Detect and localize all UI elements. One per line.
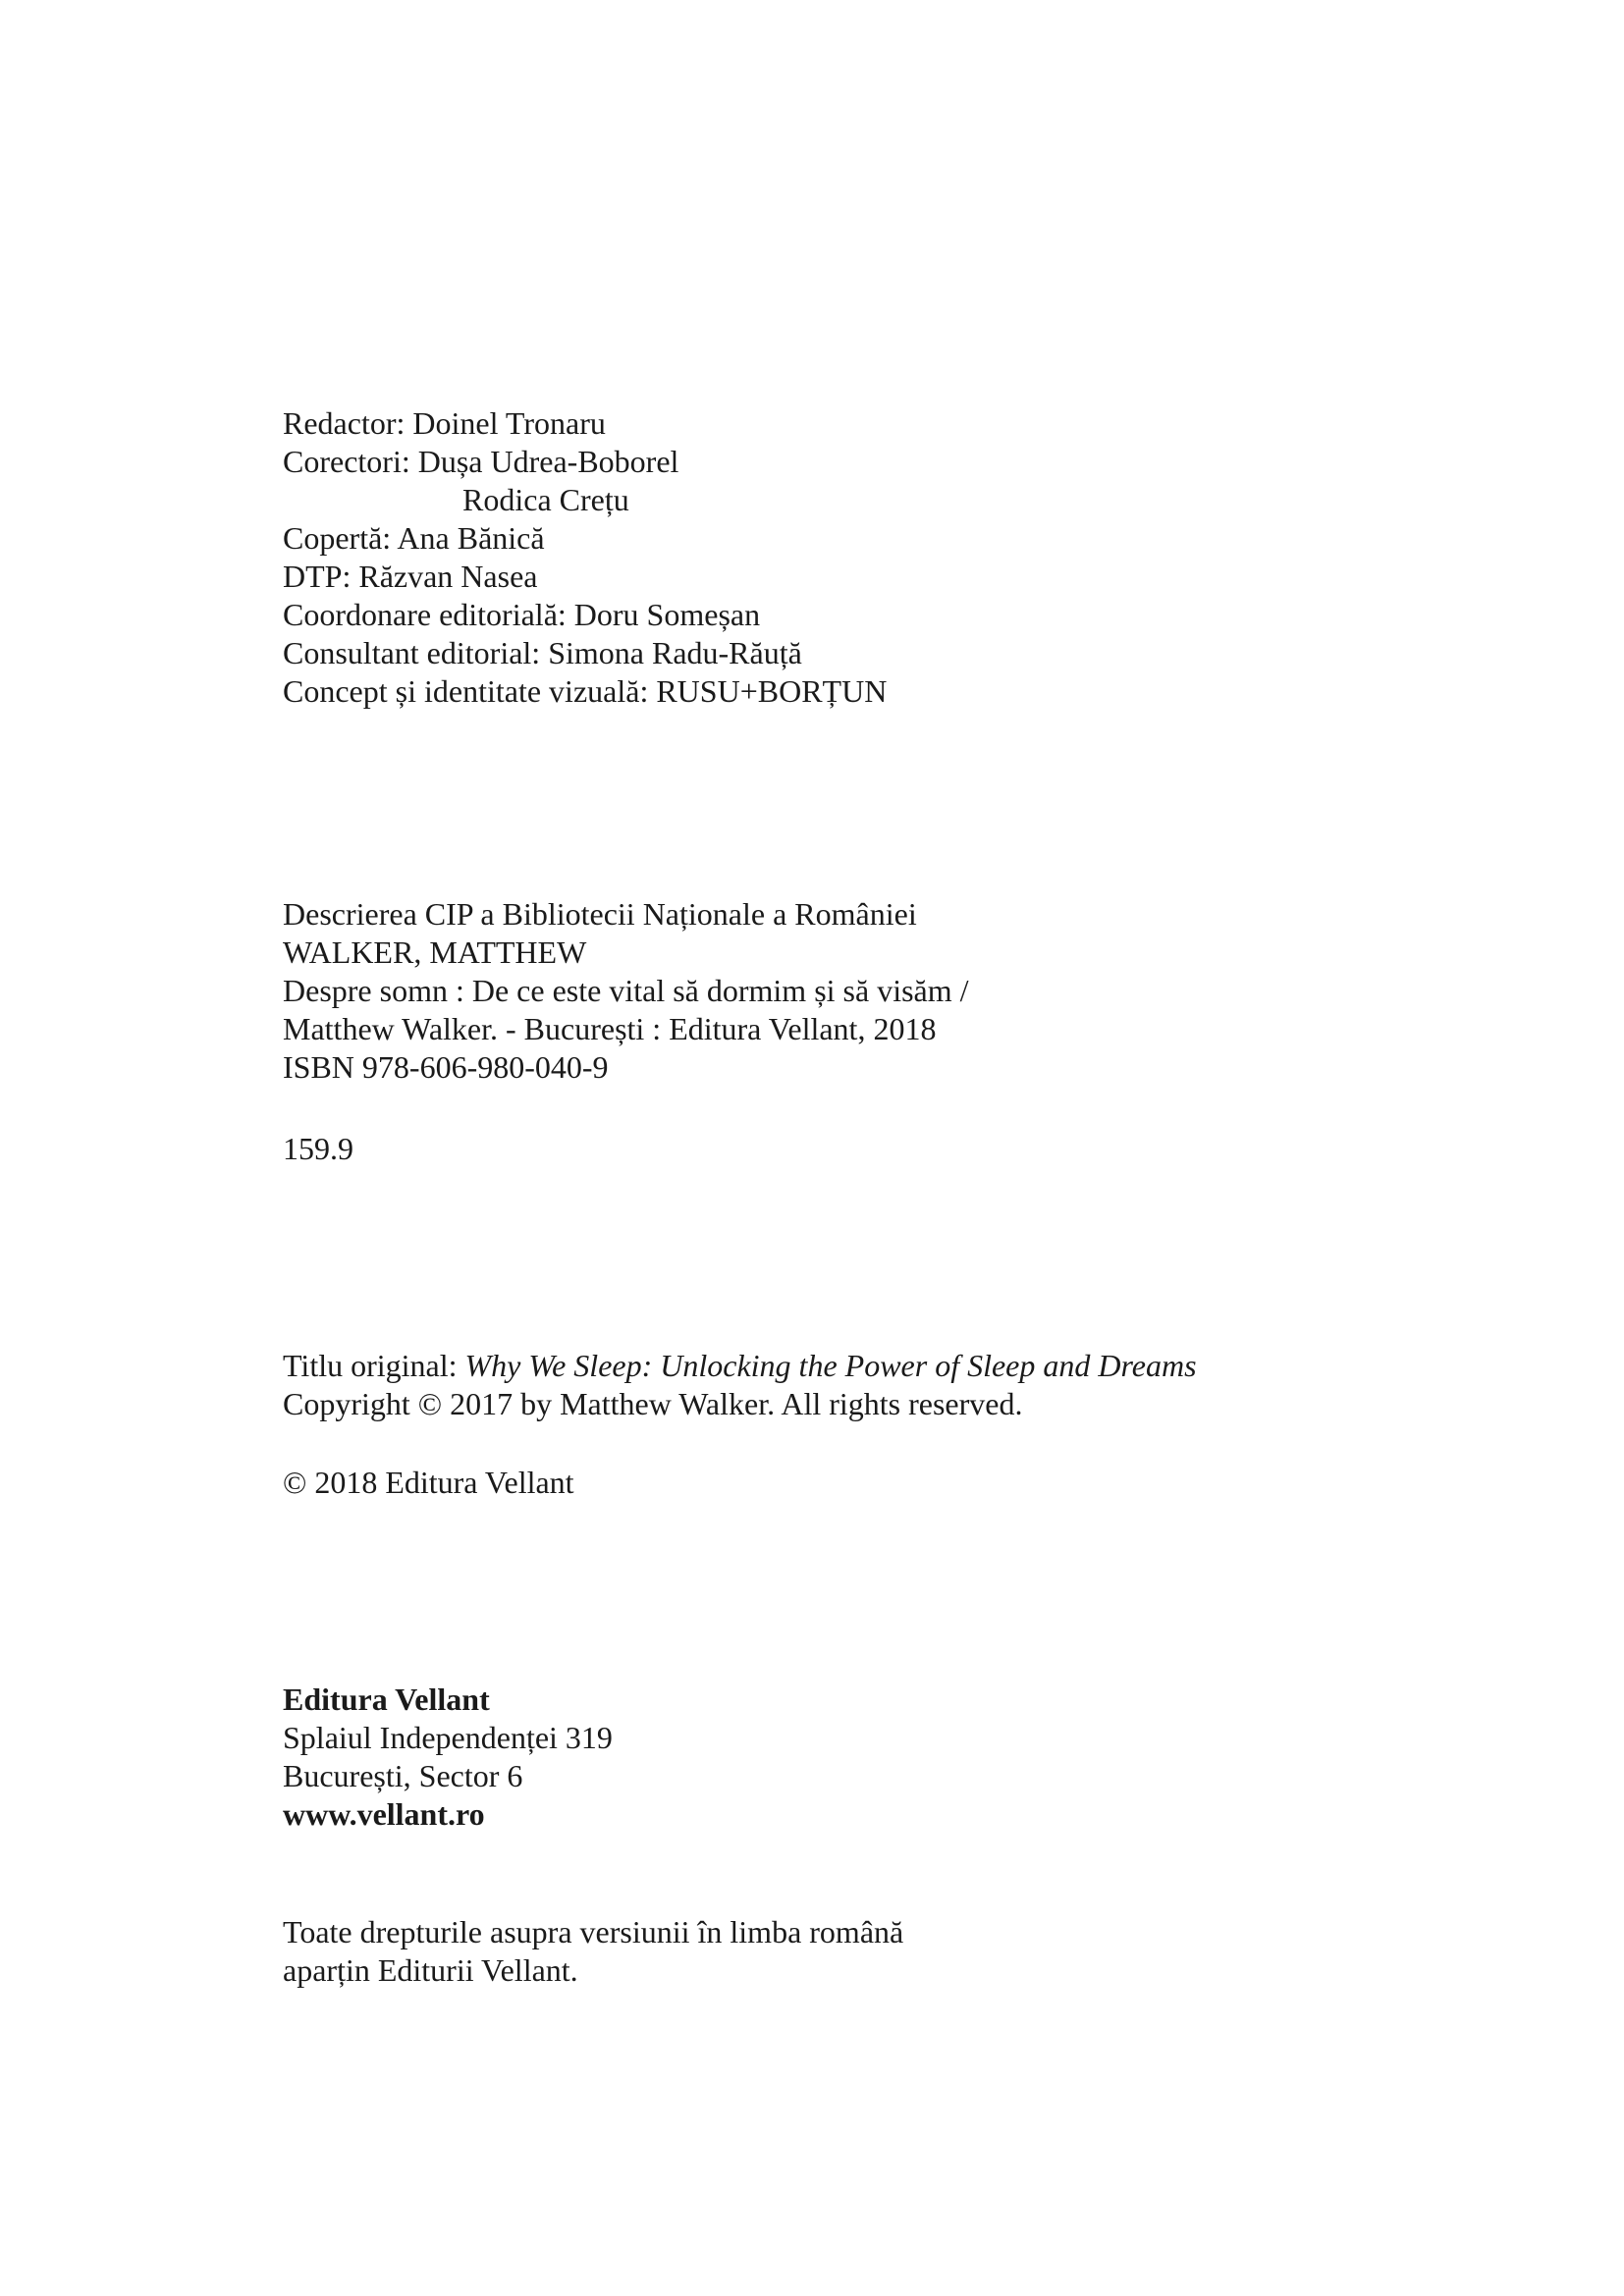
credit-coordonare: Coordonare editorială: Doru Someșan (283, 597, 761, 632)
rights-line1: Toate drepturile asupra versiunii în limba română (283, 1914, 904, 1949)
cip-heading: Descrierea CIP a Bibliotecii Naționale a României (283, 896, 917, 932)
copyright-line: Copyright © 2017 by Matthew Walker. All rights reserved. (283, 1386, 1023, 1421)
credit-concept: Concept și identitate vizuală: RUSU+BORȚUN (283, 673, 888, 709)
copyright-block (283, 1347, 1461, 1423)
cip-author: WALKER, MATTHEW (283, 934, 587, 970)
cip-classification: 159.9 (283, 1131, 353, 1166)
publisher-copyright-block (283, 1464, 1461, 1502)
cip-title-line1: Despre somn : De ce este vital să dormim și să visăm / (283, 973, 969, 1008)
credit-coperta: Copertă: Ana Bănică (283, 520, 545, 556)
credit-dtp: DTP: Răzvan Nasea (283, 559, 538, 594)
rights-block (283, 1913, 1461, 1990)
cip-title-line2: Matthew Walker. - București : Editura Vellant, 2018 (283, 1011, 937, 1046)
publisher-website: www.vellant.ro (283, 1796, 485, 1832)
credit-corectori-second: Rodica Crețu (462, 482, 629, 517)
cip-classification-block (283, 1130, 1461, 1168)
credit-redactor: Redactor: Doinel Tronaru (283, 405, 606, 441)
publisher-copyright: © 2018 Editura Vellant (283, 1465, 574, 1500)
original-title: Why We Sleep: Unlocking the Power of Sleep and Dreams (464, 1348, 1197, 1383)
publisher-street: Splaiul Independenței 319 (283, 1720, 613, 1755)
publisher-name: Editura Vellant (283, 1682, 490, 1717)
credits-block (283, 404, 1461, 711)
cip-isbn: ISBN 978-606-980-040-9 (283, 1049, 609, 1085)
publisher-block (283, 1681, 1461, 1834)
original-title-label: Titlu original: (283, 1348, 465, 1383)
cip-block (283, 895, 1461, 1087)
rights-line2: aparțin Editurii Vellant. (283, 1952, 578, 1988)
original-title-line (283, 1347, 1461, 1385)
credit-corectori: Corectori: Dușa Udrea-Boborel (283, 444, 679, 479)
credit-consultant: Consultant editorial: Simona Radu-Răuță (283, 635, 802, 670)
publisher-city: București, Sector 6 (283, 1758, 523, 1793)
